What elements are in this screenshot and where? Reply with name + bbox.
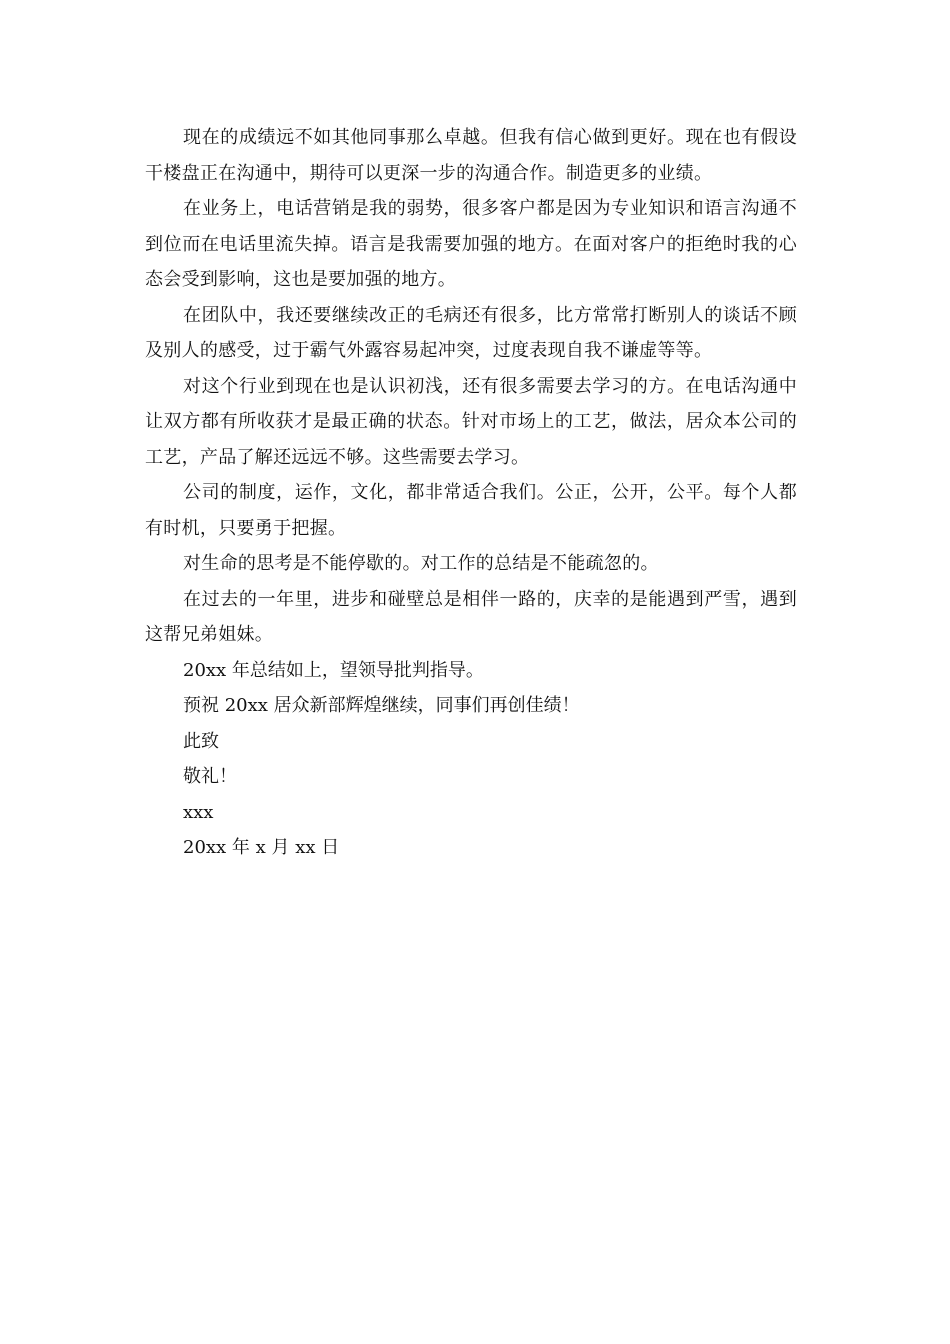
paragraph-current-performance: 现在的成绩远不如其他同事那么卓越。但我有信心做到更好。现在也有假设干楼盘正在沟通中，期待可以更深一步的沟通合作。制造更多的业绩。 [145,127,797,184]
paragraph-business-weakness: 在业务上，电话营销是我的弱势，很多客户都是因为专业知识和语言沟通不到位而在电话里流失掉。语言是我需要加强的地方。在面对客户的拒绝时我的心态会受到影响，这也是要加强的地方。 [145,198,797,290]
document-body [145,120,797,866]
paragraph-team-issues: 在团队中，我还要继续改正的毛病还有很多，比方常常打断别人的谈话不顾及别人的感受，过于霸气外露容易起冲突，过度表现自我不谦虚等等。 [145,304,797,361]
closing-salutation: 此致 [183,730,219,752]
signature-name: xxx [183,801,214,823]
paragraph-reflection: 对生命的思考是不能停歇的。对工作的总结是不能疏忽的。 [183,553,659,574]
paragraph-industry-learning: 对这个行业到现在也是认识初浅，还有很多需要去学习的方。在电话沟通中让双方都有所收获才是最正确的状态。针对市场上的工艺，做法，居众本公司的工艺，产品了解还远远不够。这些需要去学习。 [145,375,797,468]
closing-wishes-line: 预祝 20xx 居众新部辉煌继续，同事们再创佳绩！ [183,695,580,716]
closing-regards: 敬礼！ [183,766,237,787]
paragraph-company-culture: 公司的制度，运作，文化，都非常适合我们。公正，公开，公平。每个人都有时机，只要勇于把握。 [145,482,797,539]
signature-date: 20xx 年 x 月 xx 日 [183,837,340,858]
paragraph-past-year: 在过去的一年里，进步和碰壁总是相伴一路的，庆幸的是能遇到严雪，遇到这帮兄弟姐妹。 [145,588,797,645]
closing-summary-line: 20xx 年总结如上，望领导批判指导。 [183,659,484,681]
